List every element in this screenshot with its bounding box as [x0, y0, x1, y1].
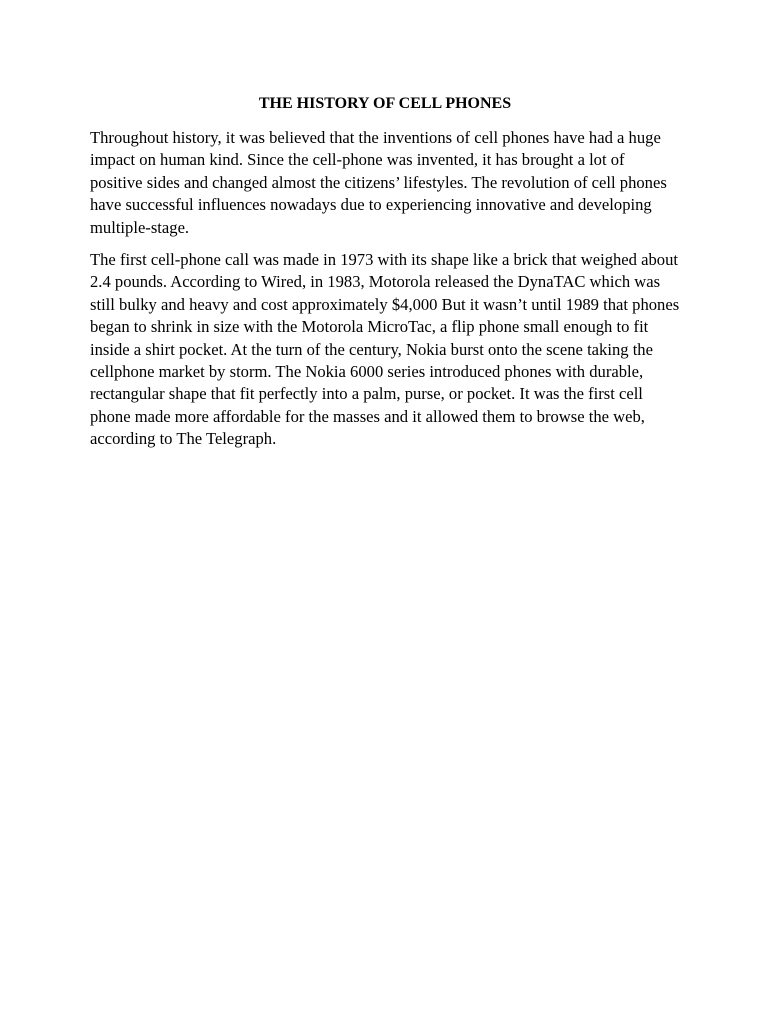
document-title: THE HISTORY OF CELL PHONES [258, 95, 512, 112]
document-body [90, 93, 680, 461]
paragraph-history: The first cell-phone call was made in 1973 with its shape like a brick that weighed about 2.4 pounds. According to Wired, in 1983, Motorola released the DynaTAC which was still bulky and heavy and cost approximately $4,000 But it wasn’t until 1989 that phones began to shrink in size with the Motorola MicroTac, a flip phone small enough to fit inside a shirt pocket. At the turn of the century, Nokia burst onto the scene taking the cellphone market by storm. The Nokia 6000 series introduced phones with durable, rectangular shape that fit perfectly into a palm, purse, or pocket. It was the first cell phone made more affordable for the masses and it allowed them to browse the web, according to The Telegraph. [90, 250, 680, 449]
paragraph-intro: Throughout history, it was believed that the inventions of cell phones have had a huge impact on human kind. Since the cell-phone was invented, it has brought a lot of positive sides and changed almost the citizens’ lifestyles. The revolution of cell phones have successful influences nowadays due to experiencing innovative and developing multiple-stage. [90, 128, 667, 237]
